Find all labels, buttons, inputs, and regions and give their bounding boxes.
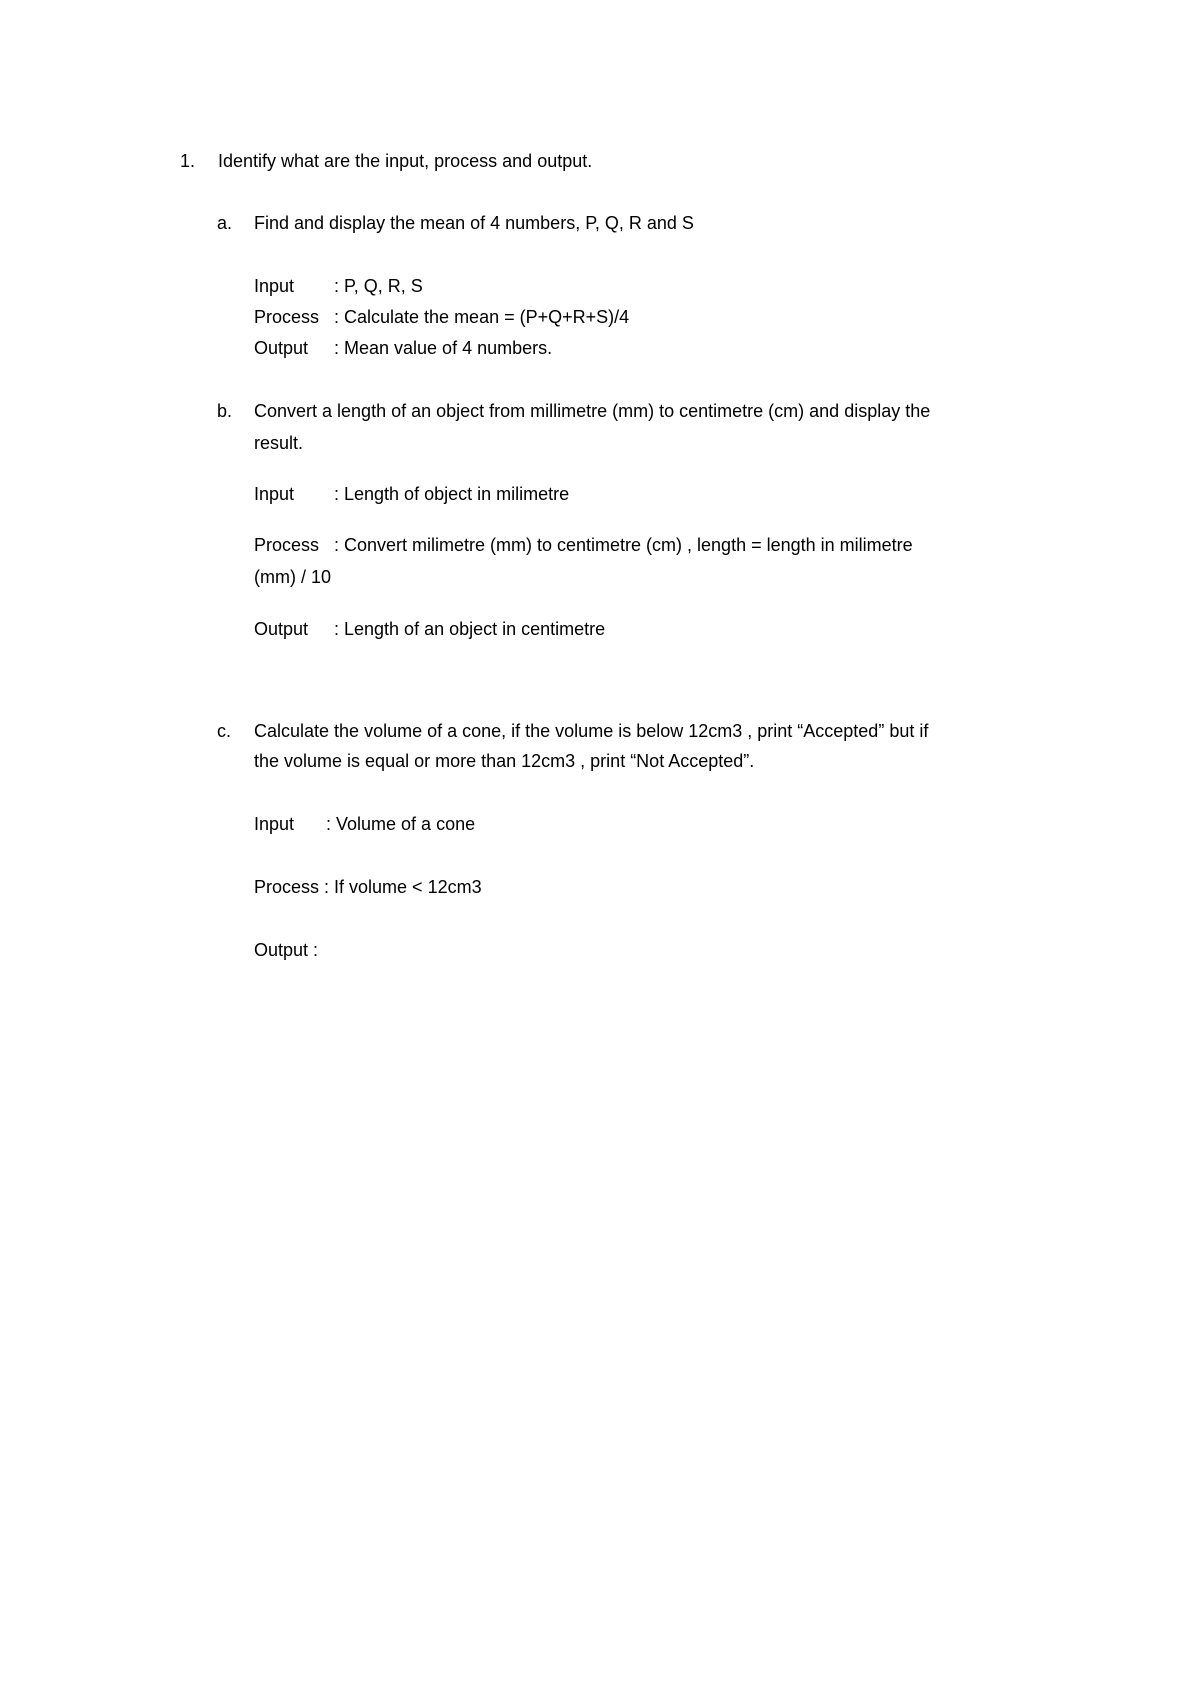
item-b-process-value-line-2: (mm) / 10 bbox=[254, 567, 332, 587]
item-b-text-line-1: Convert a length of an object from millimetre (mm) to centimetre (cm) and display the bbox=[254, 401, 931, 421]
item-c-text-line-2: the volume is equal or more than 12cm3 , print “Not Accepted”. bbox=[254, 751, 755, 771]
item-a-process-value: : Calculate the mean = (P+Q+R+S)/4 bbox=[334, 307, 630, 327]
item-c-letter: c. bbox=[217, 721, 232, 741]
item-b-input-value: : Length of object in milimetre bbox=[334, 484, 570, 504]
item-a-input-value: : P, Q, R, S bbox=[334, 276, 423, 296]
question-number: 1. bbox=[180, 151, 196, 171]
question-title: Identify what are the input, process and output. bbox=[218, 151, 593, 171]
item-b-output-value: : Length of an object in centimetre bbox=[334, 619, 606, 639]
item-c-process-text: Process : If volume < 12cm3 bbox=[254, 877, 482, 897]
item-a-process-label: Process bbox=[254, 307, 320, 327]
item-b-process-label: Process bbox=[254, 535, 320, 555]
item-b-process-value-line-1: : Convert milimetre (mm) to centimetre (cm) , length = length in milimetre bbox=[334, 535, 913, 555]
item-a-output-label: Output bbox=[254, 338, 309, 358]
item-b-input-label: Input bbox=[254, 484, 295, 504]
item-b-text-line-2: result. bbox=[254, 433, 304, 453]
item-c-text-line-1: Calculate the volume of a cone, if the volume is below 12cm3 , print “Accepted” but if bbox=[254, 721, 929, 741]
item-a-text: Find and display the mean of 4 numbers, P, Q, R and S bbox=[254, 213, 694, 233]
item-b-output-label: Output bbox=[254, 619, 309, 639]
item-a-input-label: Input bbox=[254, 276, 295, 296]
item-a-letter: a. bbox=[217, 213, 233, 233]
item-c-input-label: Input bbox=[254, 814, 295, 834]
item-a-output-value: : Mean value of 4 numbers. bbox=[334, 338, 553, 358]
item-c-input-value: : Volume of a cone bbox=[326, 814, 476, 834]
item-c-output-text: Output : bbox=[254, 940, 319, 960]
item-b-letter: b. bbox=[217, 401, 233, 421]
